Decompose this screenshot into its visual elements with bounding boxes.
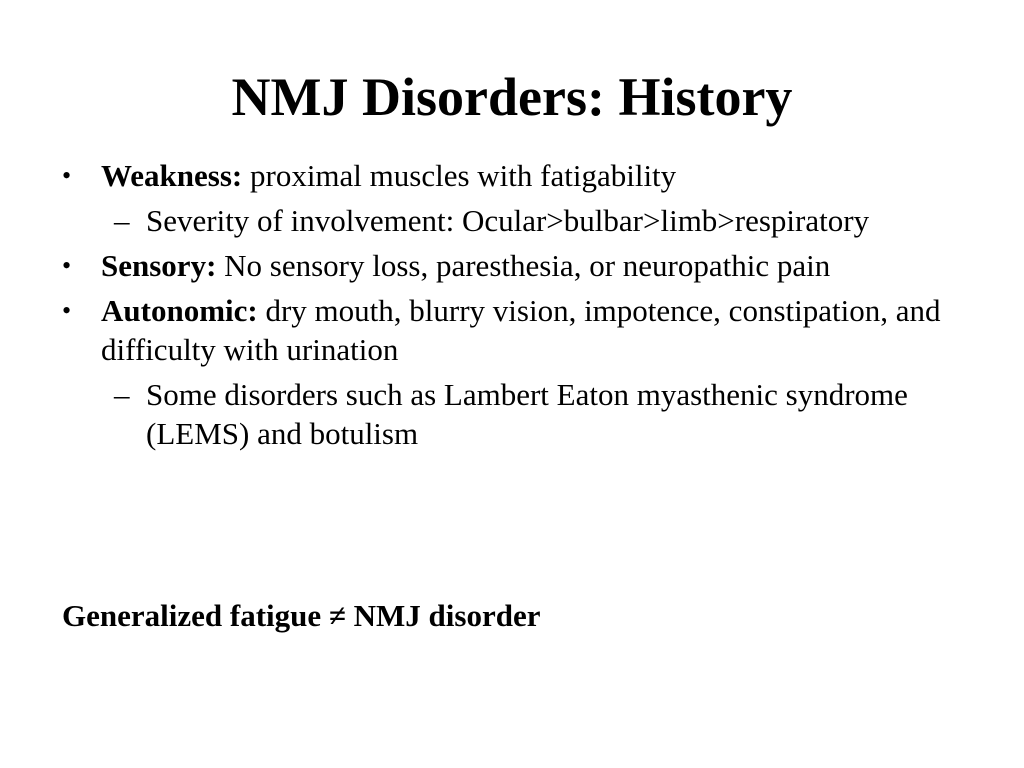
bullet-text: No sensory loss, paresthesia, or neuropathic pain xyxy=(224,248,831,283)
sub-bullet-lems xyxy=(62,375,952,453)
bullet-list xyxy=(62,156,952,459)
bullet-item-autonomic xyxy=(62,291,952,369)
bullet-lead: Weakness: xyxy=(101,158,243,193)
footer-note: Generalized fatigue ≠ NMJ disorder xyxy=(62,598,541,633)
sub-bullet-text: Some disorders such as Lambert Eaton myasthenic syndrome (LEMS) and botulism xyxy=(146,377,908,451)
bullet-icon: • xyxy=(62,161,72,190)
bullet-icon: • xyxy=(62,296,72,325)
bullet-lead: Autonomic: xyxy=(101,293,258,328)
bullet-text: proximal muscles with fatigability xyxy=(250,158,677,193)
bullet-icon: • xyxy=(62,251,72,280)
sub-bullet-text: Severity of involvement: Ocular>bulbar>limb>respiratory xyxy=(146,203,870,238)
sub-bullet-severity xyxy=(62,201,952,240)
dash-icon: – xyxy=(114,203,130,238)
bullet-text: dry mouth, blurry vision, impotence, constipation, and difficulty with urination xyxy=(101,293,941,367)
slide-title: NMJ Disorders: History xyxy=(231,67,793,127)
bullet-item-sensory xyxy=(62,246,952,285)
bullet-item-weakness xyxy=(62,156,952,195)
dash-icon: – xyxy=(114,377,130,412)
bullet-lead: Sensory: xyxy=(101,248,217,283)
